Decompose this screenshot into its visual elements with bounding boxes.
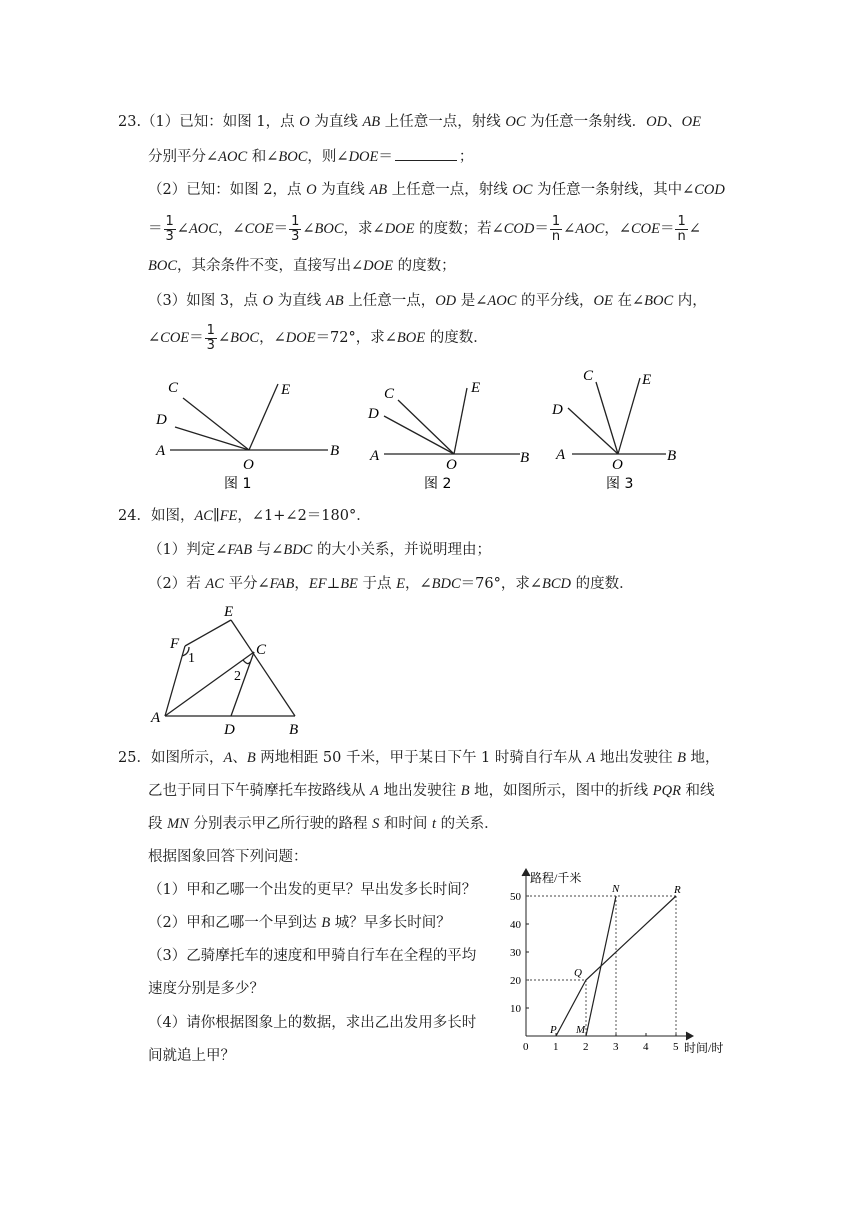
var: AC [194,508,213,524]
label-o: O [446,457,457,473]
ray-od [384,416,454,454]
text: （2）若 [148,576,206,592]
segment-eb [231,620,295,716]
label-e: E [224,604,234,620]
label-o: O [243,457,254,473]
text: 地， [685,750,720,766]
text: 地出发驶往 [595,750,678,766]
y-tick-label: 30 [510,947,521,959]
x-tick-label: 5 [673,1041,679,1053]
text: 、 [232,750,247,766]
text: 为直线 [273,293,326,309]
var: B [677,750,686,766]
text: 平分∠ [223,576,270,592]
x-axis-label: 时间/时 [684,1041,724,1055]
var: FE [219,508,238,524]
fraction-one-n [550,215,562,244]
var: COE [630,221,660,237]
text: 的度数；若∠ [414,221,504,237]
text: ∠ [148,330,161,346]
label-o: O [612,457,623,473]
label-d: D [552,402,563,418]
x-tick-label: 3 [613,1041,619,1053]
text: 内， [673,293,707,309]
label-2: 2 [234,669,241,684]
var: OC [512,182,533,198]
text: ∠ [217,330,231,346]
caption-fig-2: 图 2 [424,476,452,492]
x-tick-label: 0 [523,1041,529,1053]
q25-question-4a [148,1013,476,1033]
text: ＝76°，求∠ [460,576,543,592]
var: DOE [285,330,316,346]
var: O [299,114,310,130]
q25-question-2 [148,913,451,933]
text: 上任意一点，射线 [387,182,513,198]
var: t [432,816,437,832]
label-a: A [370,448,380,464]
text: 、 [667,114,682,130]
q25-line-3 [148,814,499,834]
text: 为直线 [316,182,370,198]
text: 分别平分∠ [148,149,219,165]
text: 分别表示甲乙所行驶的路程 [188,816,373,832]
q25-question-3a [148,946,476,966]
q23-line-6 [148,291,707,311]
var: BDC [283,542,313,558]
q25-number: 25． [118,750,151,766]
text: 上任意一点，射线 [380,114,506,130]
q23-figure-3 [548,362,688,495]
text: 间就追上甲？ [148,1048,235,1064]
text: 地出发驶往 [378,783,461,799]
label-a: A [556,447,566,463]
text: ∥ [212,508,220,524]
segment-af [165,646,185,716]
text: ， [294,576,309,592]
fraction-one-n [675,215,687,244]
q23-line-5 [148,256,456,276]
q25-question-4b [148,1046,235,1066]
numerator: 1 [165,213,174,229]
text: ＝72°，求∠ [315,330,397,346]
y-axis-arrow [522,869,530,876]
q23-line-2 [148,146,473,167]
text: ，∠ [259,330,286,346]
x-tick-label: 1 [553,1041,559,1053]
text: （2）甲和乙哪一个早到达 [148,915,322,931]
numerator: 1 [206,322,215,338]
var: O [262,293,274,309]
q24-figure [145,600,320,738]
denominator: n [551,228,561,244]
var: OD [435,293,457,309]
q23-line-3 [148,180,725,200]
point-label-p: P [550,1024,557,1036]
var: EF [308,576,327,592]
q25-question-1 [148,880,476,900]
q25-question-3b [148,979,264,999]
var: BCD [542,576,572,592]
var: AB [362,114,381,130]
text: 地，如图所示，图中的折线 [469,783,653,799]
var: COE [160,330,190,346]
text: ，∠ [217,221,245,237]
text: ＝ [378,149,393,165]
denominator: 3 [206,337,215,353]
var: MN [167,816,189,832]
text: 的平分线， [516,293,594,309]
caption-fig-1: 图 1 [224,476,252,492]
text: 的关系． [436,816,499,832]
text: 和线 [680,783,715,799]
y-tick-label: 40 [510,919,521,931]
var: OE [593,293,613,309]
ray-od [175,427,249,450]
var: COD [694,182,725,198]
var: AOC [575,221,605,237]
q23-figure-1 [150,370,350,495]
var: DOE [384,221,415,237]
label-f: F [170,636,180,652]
text: 为任意一条射线，其中∠ [532,182,695,198]
text: （4）请你根据图象上的数据，求出乙出发用多长时 [148,1015,477,1031]
var: AOC [188,221,218,237]
point-label-r: R [674,884,681,896]
fraction-one-third [289,215,301,244]
var: FAB [269,576,295,592]
text: ，∠1+∠2＝180°． [237,508,371,524]
label-d: D [224,722,235,738]
text: 的度数． [425,330,488,346]
text: 和∠ [247,149,279,165]
var: BDC [431,576,461,592]
label-a: A [151,710,161,726]
var: BOC [230,330,260,346]
var: OD [646,114,668,130]
ray-oc [398,400,454,454]
text: ∠ [176,221,189,237]
var: BOC [278,149,308,165]
caption-fig-3: 图 3 [606,476,634,492]
y-tick-label: 10 [510,1003,521,1015]
label-e: E [471,380,481,396]
q25-line-4 [148,847,308,867]
var: B [246,750,256,766]
q23-figure-2 [362,370,542,495]
q24-line-3 [148,574,634,594]
label-b: B [330,443,340,459]
text: 的大小关系，并说明理由； [312,542,491,558]
numerator: 1 [677,213,686,229]
text: ⊥ [326,576,341,592]
label-e: E [281,382,291,398]
text: ，∠ [604,221,631,237]
ray-oe [249,384,278,450]
q25-distance-time-chart [500,868,740,1058]
text: 的度数． [571,576,634,592]
text: 与∠ [252,542,284,558]
text: 如图， [150,508,195,524]
text: 如图所示， [150,750,224,766]
var: FAB [227,542,253,558]
fraction-one-third [205,324,217,353]
point-label-m: M [576,1024,586,1036]
label-e: E [642,372,652,388]
var: BOC [314,221,344,237]
var: OC [505,114,526,130]
label-a: A [156,443,166,459]
denominator: n [677,228,686,244]
ray-oe [454,388,467,454]
var: A [223,750,233,766]
text: 段 [148,816,168,832]
q25-line-2 [148,781,715,801]
text: （1）甲和乙哪一个出发的更早？早出发多长时间？ [148,882,477,898]
text: ，求∠ [343,221,385,237]
text: ∠ [688,221,701,237]
text: 是∠ [456,293,488,309]
q24-line-1 [118,506,371,526]
text: ，其余条件不变，直接写出∠ [177,258,364,274]
label-c: C [256,642,267,658]
text: ＝ [273,221,289,237]
point-label-q: Q [574,967,582,979]
text: ＝ [659,221,675,237]
label-d: D [156,412,167,428]
var: O [306,182,317,198]
var: BOC [148,258,177,274]
var: OE [681,114,701,130]
denominator: 3 [165,228,174,244]
text: 乙也于同日下午骑摩托车按路线从 [148,783,371,799]
text: 的度数； [392,258,456,274]
text: 在∠ [612,293,645,309]
x-tick-label: 2 [583,1041,589,1053]
numerator: 1 [291,213,300,229]
label-b: B [667,448,677,464]
fraction-one-third [164,215,176,244]
y-tick-label: 50 [510,891,521,903]
var: A [370,783,379,799]
answer-blank [395,146,457,161]
var: AC [205,576,224,592]
q23-line-7 [148,323,488,353]
var: DOE [348,149,379,165]
denominator: 3 [291,228,300,244]
ray-oc [183,398,249,450]
y-axis-label: 路程/千米 [530,871,582,885]
text: 两地相距 50 千米，甲于某日下午 1 时骑自行车从 [255,750,587,766]
var: DOE [363,258,393,274]
label-b: B [520,450,530,466]
point-label-n: N [612,883,620,895]
segment-fe [185,620,231,646]
text: ＝ [534,221,549,237]
text: 为任意一条射线． [525,114,647,130]
ray-oe [618,378,640,454]
var: BOE [396,330,426,346]
x-tick-label: 4 [643,1041,649,1053]
label-d: D [368,406,379,422]
q24-line-2 [148,540,491,560]
var: BE [340,576,358,592]
text: ； [458,149,474,165]
segment-cd [231,652,254,716]
angle-2-arc [243,660,250,664]
text: （1）已知：如图 1，点 [141,114,300,130]
text: 城？早多长时间？ [330,915,451,931]
var: BOC [644,293,674,309]
var: S [372,816,380,832]
text: （2）已知：如图 2，点 [148,182,307,198]
var: COE [244,221,274,237]
var: AOC [218,149,248,165]
text: （1）判定∠ [148,542,228,558]
text: 于点 [357,576,397,592]
label-1: 1 [188,651,195,666]
q24-number: 24． [118,508,151,524]
label-b: B [289,722,299,738]
text: 速度分别是多少？ [148,981,264,997]
q23-line-1 [118,112,701,132]
var: PQR [652,783,681,799]
text: ，则∠ [307,149,349,165]
var: AOC [487,293,517,309]
var: B [321,915,331,931]
text: ＝ [189,330,204,346]
text: （3）乙骑摩托车的速度和甲骑自行车在全程的平均 [148,948,477,964]
q25-line-1 [118,748,720,768]
text: 和时间 [379,816,433,832]
text: 上任意一点， [343,293,436,309]
label-c: C [168,380,179,396]
text: 根据图象回答下列问题： [148,849,308,865]
label-c: C [583,368,594,384]
var: E [396,576,405,592]
x-axis-arrow [686,1032,693,1040]
series-line-mn [586,896,616,1036]
text: ∠ [563,221,576,237]
text: 为直线 [309,114,363,130]
segment-ac [165,652,254,716]
var: A [586,750,596,766]
var: AB [369,182,388,198]
y-tick-label: 20 [510,975,521,987]
var: COD [503,221,535,237]
q23-line-4 [148,214,701,244]
text: ＝ [148,221,163,237]
numerator: 1 [551,213,561,229]
var: B [460,783,470,799]
text: （3）如图 3，点 [148,293,263,309]
text: ，∠ [405,576,432,592]
var: AB [325,293,344,309]
q23-number: 23. [118,114,142,130]
label-c: C [384,386,395,402]
text: ∠ [302,221,315,237]
